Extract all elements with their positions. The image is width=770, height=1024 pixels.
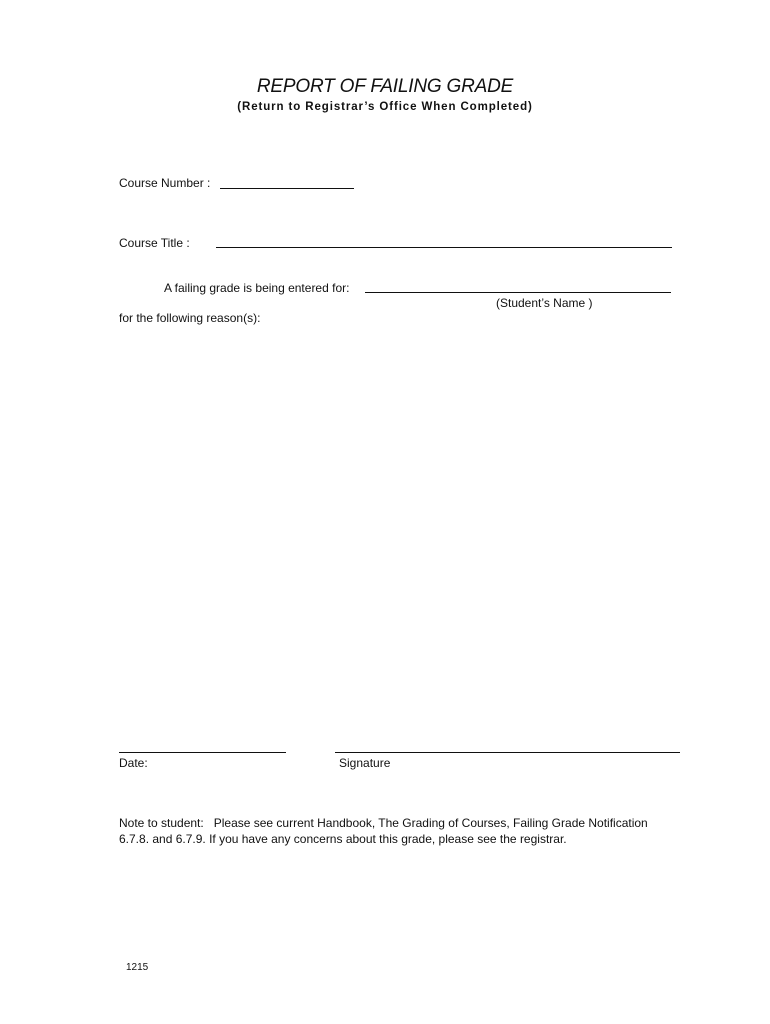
student-name-caption: (Student’s Name ): [496, 296, 593, 310]
form-number: 1215: [126, 962, 149, 973]
date-label: Date:: [119, 756, 148, 770]
note-line-2: 6.7.8. and 6.7.9. If you have any concerns about this grade, please see the registrar.: [119, 831, 567, 846]
course-number-label: Course Number :: [119, 176, 211, 190]
note-line-1: Note to student: Please see current Handbook, The Grading of Courses, Failing Grade Notification: [119, 816, 648, 830]
date-field[interactable]: [119, 752, 286, 753]
course-title-field[interactable]: [216, 247, 672, 248]
reasons-label: for the following reason(s):: [119, 311, 261, 325]
page-title: REPORT OF FAILING GRADE: [256, 76, 514, 97]
failing-grade-label: A failing grade is being entered for:: [164, 281, 350, 295]
course-title-label: Course Title :: [119, 236, 190, 250]
reasons-area[interactable]: [119, 330, 671, 740]
signature-label: Signature: [339, 756, 391, 770]
student-name-field[interactable]: [365, 292, 671, 293]
signature-field[interactable]: [335, 752, 680, 753]
note-to-student: [119, 816, 689, 847]
course-number-field[interactable]: [220, 188, 354, 189]
page-subtitle: (Return to Registrar’s Office When Completed): [237, 101, 533, 113]
